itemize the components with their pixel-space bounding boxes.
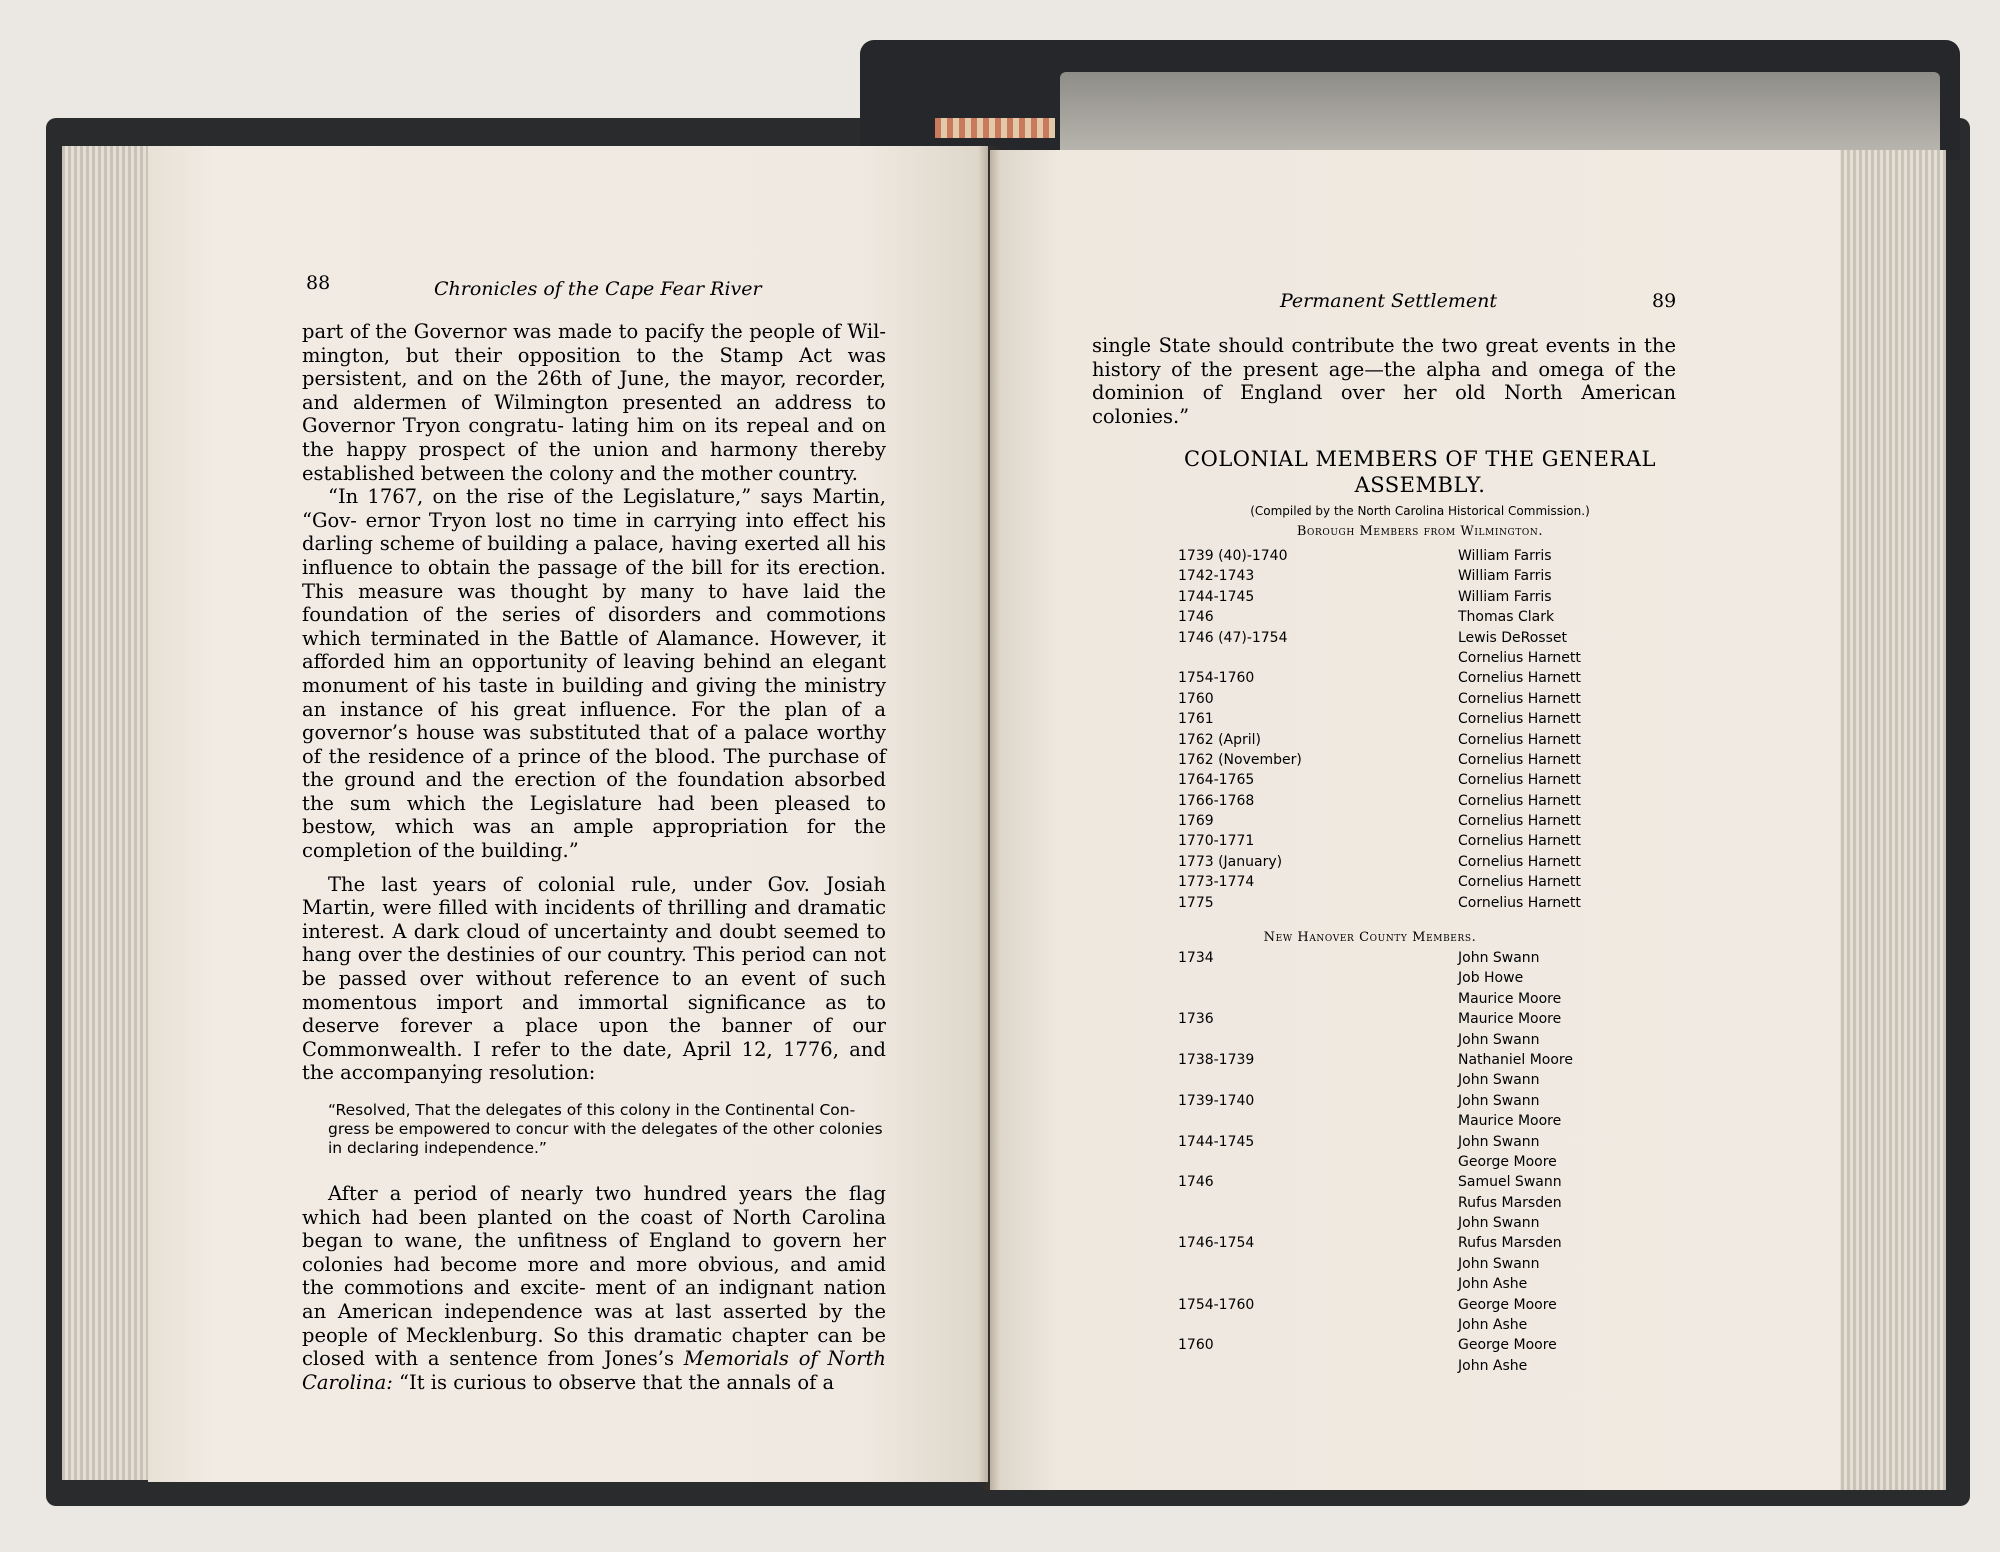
member-name: William Farris <box>1458 568 1552 585</box>
member-row <box>1178 1134 1658 1154</box>
member-year: 1739 (40)-1740 <box>1178 548 1288 564</box>
left-page-body <box>302 320 886 1394</box>
member-name: Nathaniel Moore <box>1458 1051 1573 1068</box>
member-year: 1734 <box>1178 950 1214 966</box>
right-running-head: Permanent Settlement <box>1280 290 1497 312</box>
member-name: Cornelius Harnett <box>1458 711 1581 728</box>
member-year: 1744-1745 <box>1178 1133 1255 1150</box>
member-name: Cornelius Harnett <box>1458 792 1581 809</box>
member-row <box>1178 793 1658 813</box>
member-row <box>1178 813 1658 833</box>
member-row <box>1178 1052 1658 1072</box>
member-row <box>1178 991 1658 1011</box>
member-year: 1754-1760 <box>1178 1296 1255 1313</box>
member-name: John Swann <box>1458 950 1540 966</box>
headband <box>935 118 1055 138</box>
member-name: John Swann <box>1458 1092 1540 1109</box>
member-name: William Farris <box>1458 548 1552 564</box>
member-name: Maurice Moore <box>1458 990 1562 1007</box>
member-row <box>1178 1011 1658 1031</box>
member-row <box>1178 1154 1658 1174</box>
member-name: John Ashe <box>1458 1357 1528 1374</box>
member-name: Cornelius Harnett <box>1458 690 1581 707</box>
member-year: 1764-1765 <box>1178 772 1255 789</box>
member-name: John Swann <box>1458 1133 1540 1150</box>
member-row <box>1178 874 1658 894</box>
gutter-shadow <box>978 146 1000 1490</box>
compiler-credit: (Compiled by the North Carolina Historical Commission.) <box>1250 504 1590 518</box>
member-row <box>1178 568 1658 588</box>
member-row <box>1178 1276 1658 1296</box>
member-row <box>1178 970 1658 990</box>
member-name: John Swann <box>1458 1031 1540 1048</box>
borough-members-list <box>1178 548 1658 915</box>
assembly-title-block <box>1110 446 1730 539</box>
member-name: George Moore <box>1458 1153 1557 1170</box>
member-name: Cornelius Harnett <box>1458 731 1581 748</box>
member-name: Cornelius Harnett <box>1458 772 1581 789</box>
member-name: Cornelius Harnett <box>1458 833 1581 850</box>
book-title-italic-cont: North Carolina: <box>302 1347 886 1394</box>
member-row <box>1178 1358 1658 1378</box>
book-title-italic: Memorials of <box>683 1347 818 1371</box>
left-page-edges <box>62 146 154 1480</box>
member-name: Job Howe <box>1458 970 1524 987</box>
paragraph-1: part of the Governor was made to pacify the people of Wil- mington, but their opposition to the Stamp Act was persistent, and on the 26th of June, the mayor, recorder, and aldermen of Wilmington presented an address to Governor Tryon congratu- lating him on its repeal and on the happy prospect of the union and harmony thereby established between the colony and the mother country. <box>302 320 886 485</box>
member-year: 1773-1774 <box>1178 874 1255 891</box>
member-year: 1762 (April) <box>1178 731 1262 748</box>
member-row <box>1178 1174 1658 1194</box>
member-year: 1754-1760 <box>1178 670 1255 687</box>
member-name: John Swann <box>1458 1255 1540 1272</box>
member-year: 1760 <box>1178 690 1214 707</box>
member-row <box>1178 691 1658 711</box>
member-year: 1746 <box>1178 1174 1214 1191</box>
member-year: 1736 <box>1178 1011 1214 1028</box>
county-heading: New Hanover County Members. <box>1263 930 1477 945</box>
member-year: 1746 <box>1178 609 1214 626</box>
member-row <box>1178 895 1658 915</box>
member-row <box>1178 670 1658 690</box>
right-page-edges <box>1838 150 1946 1490</box>
member-name: Rufus Marsden <box>1458 1235 1562 1252</box>
section-title: COLONIAL MEMBERS OF THE GENERAL ASSEMBLY. <box>1184 447 1656 497</box>
member-name: Cornelius Harnett <box>1458 751 1581 768</box>
member-year: 1744-1745 <box>1178 588 1255 605</box>
member-year: 1773 (January) <box>1178 853 1283 870</box>
member-row <box>1178 589 1658 609</box>
member-row <box>1178 548 1658 568</box>
member-row <box>1178 1032 1658 1052</box>
member-row <box>1178 772 1658 792</box>
member-year: 1742-1743 <box>1178 568 1255 585</box>
member-year: 1746-1754 <box>1178 1235 1255 1252</box>
left-page-number: 88 <box>306 272 331 294</box>
member-name: Maurice Moore <box>1458 1011 1562 1028</box>
member-row <box>1178 711 1658 731</box>
member-name: John Ashe <box>1458 1317 1528 1334</box>
member-year: 1739-1740 <box>1178 1092 1255 1109</box>
member-name: Cornelius Harnett <box>1458 649 1581 666</box>
member-row <box>1178 833 1658 853</box>
member-row <box>1178 630 1658 650</box>
member-year: 1769 <box>1178 813 1214 830</box>
member-year: 1766-1768 <box>1178 792 1255 809</box>
member-name: George Moore <box>1458 1296 1557 1313</box>
member-year: 1761 <box>1178 711 1214 728</box>
member-name: John Swann <box>1458 1215 1540 1232</box>
member-row <box>1178 1235 1658 1255</box>
member-row <box>1178 1297 1658 1317</box>
paragraph-3: The last years of colonial rule, under Gov. Josiah Martin, were filled with incidents of thrilling and dramatic interest. A dark cloud of uncertainty and doubt seemed to hang over the destinies of our country. This period can not be passed over without reference to an event of such momentous import and immortal significance as to deserve forever a place upon the banner of our Commonwealth. I refer to the date, April 12, 1776, and the accompanying resolution: <box>302 872 887 1085</box>
right-page-intro: single State should contribute the two great events in the history of the present age—the alpha and omega of the dominion of England over her old North American colonies.” <box>1092 334 1676 428</box>
member-name: George Moore <box>1458 1337 1557 1354</box>
resolution-quote: “Resolved, That the delegates of this colony in the Continental Con- gress be empowered to concur with the delegates of the other colonies in declaring independence.” <box>328 1101 883 1157</box>
borough-heading: Borough Members from Wilmington. <box>1296 524 1544 539</box>
member-year: 1760 <box>1178 1337 1214 1354</box>
member-name: Samuel Swann <box>1458 1174 1562 1191</box>
member-row <box>1178 854 1658 874</box>
member-name: Rufus Marsden <box>1458 1194 1562 1211</box>
member-year: 1762 (November) <box>1178 751 1302 768</box>
member-row <box>1178 1256 1658 1276</box>
member-name: John Swann <box>1458 1072 1540 1089</box>
right-page-number: 89 <box>1652 290 1677 312</box>
member-row <box>1178 1337 1658 1357</box>
member-year: 1738-1739 <box>1178 1051 1255 1068</box>
county-members-list <box>1178 950 1658 1378</box>
member-year: 1746 (47)-1754 <box>1178 629 1288 646</box>
page-block-top-edge <box>1060 72 1940 152</box>
member-row <box>1178 1195 1658 1215</box>
member-name: Cornelius Harnett <box>1458 813 1581 830</box>
left-running-head: Chronicles of the Cape Fear River <box>434 278 762 300</box>
member-year: 1775 <box>1178 894 1214 911</box>
member-row <box>1178 950 1658 970</box>
member-row <box>1178 732 1658 752</box>
member-name: Cornelius Harnett <box>1458 670 1581 687</box>
member-name: Cornelius Harnett <box>1458 874 1581 891</box>
member-row <box>1178 1215 1658 1235</box>
member-row <box>1178 1072 1658 1092</box>
member-name: Lewis DeRosset <box>1458 629 1567 646</box>
member-year: 1770-1771 <box>1178 833 1255 850</box>
member-row <box>1178 1093 1658 1113</box>
paragraph-4: After a period of nearly two hundred years the flag which had been planted on the coast of North Carolina began to wane, the unfitness of England to govern her colonies had become more and more obvious, and amid the commotions and excite- ment of an indignant nation an American independence was at last asserted by the people of Mecklenburg. So this dramatic chapter can be closed with a sentence from Jones’s Memorials of North Carolina: “It is curious to observe that the annals of a <box>302 1182 887 1394</box>
member-name: Thomas Clark <box>1458 609 1555 626</box>
member-row <box>1178 609 1658 629</box>
member-row <box>1178 650 1658 670</box>
member-name: William Farris <box>1458 588 1552 605</box>
paragraph-2: “In 1767, on the rise of the Legislature,” says Martin, “Gov- ernor Tryon lost no time in carrying into effect his darling scheme of building a palace, having exerted all his influence to obtain the passage of the bill for its erection. This measure was thought by many to have laid the foundation of the series of disorders and commotions which terminated in the Battle of Alamance. However, it afforded him an opportunity of leaving behind an elegant monument of his taste in building and giving the ministry an instance of his great influence. For the plan of a governor’s house was substituted that of a palace worthy of the residence of a prince of the blood. The purchase of the ground and the erection of the foundation absorbed the sum which the Legislature had been pleased to bestow, which was an ample appropriation for the completion of the building.” <box>302 485 887 863</box>
member-name: John Ashe <box>1458 1276 1528 1293</box>
member-name: Cornelius Harnett <box>1458 894 1581 911</box>
member-name: Cornelius Harnett <box>1458 853 1581 870</box>
member-row <box>1178 752 1658 772</box>
member-name: Maurice Moore <box>1458 1113 1562 1130</box>
member-row <box>1178 1317 1658 1337</box>
member-row <box>1178 1113 1658 1133</box>
